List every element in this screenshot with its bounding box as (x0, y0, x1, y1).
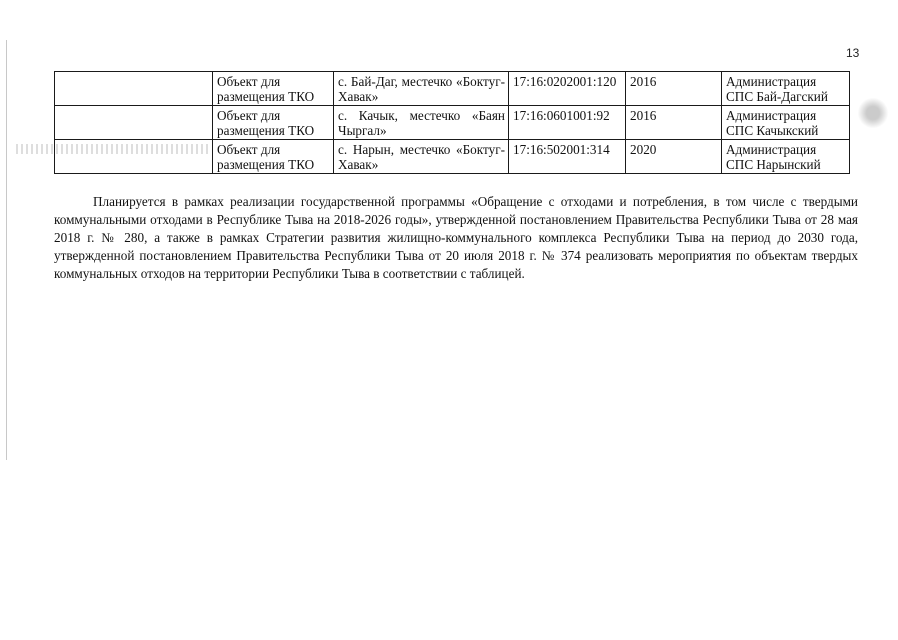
table-cell-administration: Администрация СПС Качыкский (722, 106, 850, 140)
table-row (55, 72, 850, 106)
table-cell-year: 2020 (626, 140, 722, 174)
table-cell-blank (55, 72, 213, 106)
table-cell-administration: Администрация СПС Нарынский (722, 140, 850, 174)
table-cell-cadastral-number: 17:16:0601001:92 (509, 106, 626, 140)
table-row (55, 140, 850, 174)
page-number: 13 (846, 46, 860, 60)
table-cell-cadastral-number: 17:16:502001:314 (509, 140, 626, 174)
table-cell-cadastral-number: 17:16:0202001:120 (509, 72, 626, 106)
scan-artifact-right (857, 98, 889, 128)
table-cell-location: с. Качык, местечко «Баян Чыргал» (334, 106, 509, 140)
table-cell-location: с. Бай-Даг, местечко «Боктуг-Хавак» (334, 72, 509, 106)
table-cell-object-type: Объект для размещения ТКО (213, 72, 334, 106)
table-cell-object-type: Объект для размещения ТКО (213, 106, 334, 140)
table-cell-year: 2016 (626, 72, 722, 106)
table-cell-administration: Администрация СПС Бай-Дагский (722, 72, 850, 106)
table-cell-year: 2016 (626, 106, 722, 140)
table-cell-location: с. Нарын, местечко «Боктуг-Хавак» (334, 140, 509, 174)
landfill-objects-table (54, 71, 850, 174)
table-cell-object-type: Объект для размещения ТКО (213, 140, 334, 174)
table-cell-blank (55, 140, 213, 174)
page-left-edge (6, 40, 7, 460)
body-paragraph: Планируется в рамках реализации государственной программы «Обращение с отходами и потребления, в том числе с твердыми коммунальными отходами в Республике Тыва на 2018-2026 годы», утвержденной постановлением Правительства Республики Тыва от 28 мая 2018 г. № 280, а также в рамках Стратегии развития жилищно-коммунального комплекса Республики Тыва на период до 2030 года, утвержденной постановлением Правительства Республики Тыва от 20 июля 2018 г. № 374 реализовать мероприятия по объектам твердых коммунальных отходов на территории Республики Тыва в соответствии с таблицей. (54, 194, 858, 281)
table-row (55, 106, 850, 140)
table-cell-blank (55, 106, 213, 140)
